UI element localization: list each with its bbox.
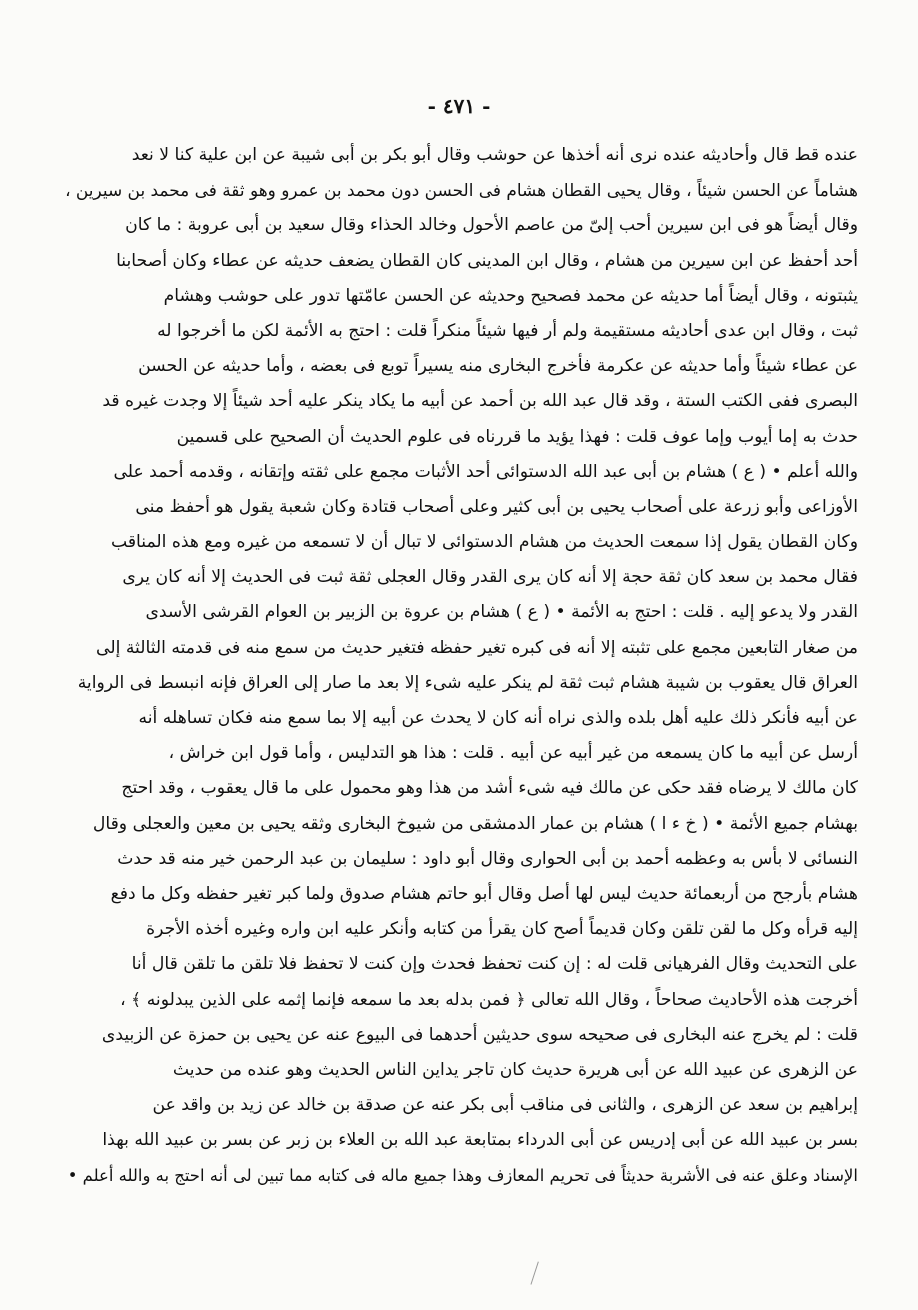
text-line: بهشام جميع الأئمة • ( خ ء ا ) هشام بن عمار الدمشقى من شيوخ البخارى وثقه يحيى بن معين والعجلى وقال	[92, 813, 858, 834]
text-line: قلت : لم يخرج عنه البخارى فى صحيحه سوى حديثين أحدهما فى البيوع عنه عن يحيى بن حمزة عن الزبيدى	[101, 1024, 858, 1045]
text-line: القدر ولا يدعو إليه . قلت : احتج به الأئمة • ( ع ) هشام بن عروة بن الزبير بن العوام القرشى الأسدى	[145, 602, 858, 623]
text-line: هشام بأرجح من أربعمائة حديث ليس لها أصل وقال أبو حاتم هشام صدوق ولما كبر تغير حفظه وكل ما دفع	[110, 883, 858, 904]
text-line: أخرجت هذه الأحاديث صحاحاً ، وقال الله تعالى ﴿ فمن بدله بعد ما سمعه فإنما إثمه على الذين يبدلونه ﴾ ،	[120, 989, 858, 1010]
text-line: العراق قال يعقوب بن شيبة هشام ثبت ثقة لم ينكر عليه شىء إلا بعد ما صار إلى العراق فإنه انبسط فى الرواية	[77, 672, 858, 693]
text-line: كان مالك لا يرضاه فقد حكى عن مالك فيه شىء أشد من هذا وهو محمول على ما قال يعقوب ، وقد احتج	[121, 778, 858, 799]
text-line: ثبت ، وقال ابن عدى أحاديثه مستقيمة ولم أر فيها شيئاً منكراً قلت : احتج به الأئمة لكن ما أخرجوا له	[157, 320, 858, 341]
text-line: الإسناد وعلق عنه فى الأشربة حديثاً فى تحريم المعازف وهذا جميع ماله فى كتابه مما تبين لى أنه احتج به والله أعلم •	[67, 1166, 858, 1186]
text-line: فقال محمد بن سعد كان ثقة حجة إلا أنه كان يرى القدر وقال العجلى ثقة ثبت فى الحديث إلا أنه كان يرى	[122, 567, 858, 588]
text-line: والله أعلم • ( ع ) هشام بن أبى عبد الله الدستوائى أحد الأثبات مجمع على ثقته وإتقانه ، وقدمه أحمد على	[113, 461, 858, 482]
text-line: الأوزاعى وأبو زرعة على أصحاب يحيى بن أبى كثير وعلى أصحاب قتادة وكان شعبة يقول هو أحفظ منى	[135, 496, 858, 517]
text-line: من صغار التابعين مجمع على تثبته إلا أنه فى كبره تغير حفظه فتغير حديث من سمع منه فى قدمته الثالثة إلى	[96, 637, 858, 658]
text-line: عن عطاء شيئاً وأما حديثه عن عكرمة فأخرج البخارى منه يسيراً توبع فى بعضه ، وأما حديثه عن الحسن	[138, 356, 858, 377]
text-line: بسر بن عبيد الله عن أبى إدريس عن أبى الدرداء بمتابعة عبد الله بن العلاء بن زبر عن بسر بن عبيد الله بهذا	[102, 1130, 858, 1151]
text-line: وقال أيضاً هو فى ابن سيرين أحب إلىّ من عاصم الأحول وخالد الحذاء وقال سعيد بن أبى عروبة : ما كان	[125, 215, 858, 236]
page-number: - ٤٧١ -	[427, 94, 491, 118]
text-line: النسائى لا بأس به وعظمه أحمد بن أبى الحوارى وقال أبو داود : سليمان بن عبد الرحمن خير منه قد حدث	[117, 848, 858, 869]
text-line: أرسل عن أبيه ما كان يسمعه من غير أبيه عن أبيه . قلت : هذا هو التدليس ، وأما قول ابن خراش ،	[168, 743, 858, 764]
text-line: عن أبيه فأنكر ذلك عليه أهل بلده والذى نراه أنه كان لا يحدث عن أبيه إلا بما سمع منه فكان تساهله أنه	[138, 708, 858, 728]
text-line: حدث به إما أيوب وإما عوف قلت : فهذا يؤيد ما قررناه فى علوم الحديث أن الصحيح على قسمين	[176, 426, 858, 447]
text-line: عن الزهرى عن عبيد الله عن أبى هريرة حديث كان تاجر يداين الناس الحديث وهو عنده من حديث	[172, 1059, 858, 1080]
text-line: على التحديث وقال الفرهيانى قلت له : إن كنت تحفظ فحدث وإن كنت لا تحفظ فلا تلقن ما تلقن قال أنا	[131, 954, 858, 975]
body-text	[60, 138, 858, 1194]
text-line: إبراهيم بن سعد عن الزهرى ، والثانى فى مناقب أبى بكر عنه عن صدقة بن خالد عن زيد بن واقد عن	[152, 1095, 858, 1116]
text-line: أحد أحفظ عن ابن سيرين من هشام ، وقال ابن المدينى كان القطان يضعف حديثه عن عطاء وكان أصحابنا	[116, 250, 858, 271]
text-line: البصرى ففى الكتب الستة ، وقد قال عبد الله بن أحمد عن أبيه ما يكاد ينكر عليه أحد شيئاً إلا وجدت غيره قد	[102, 391, 858, 412]
text-line: هشاماً عن الحسن شيئاً ، وقال يحيى القطان هشام فى الحسن دون محمد بن عمرو وهو ثقة فى محمد بن سيرين ،	[65, 180, 858, 201]
text-line: عنده قط قال وأحاديثه عنده نرى أنه أخذها عن حوشب وقال أبو بكر بن أبى شيبة عن ابن علية كنا لا نعد	[131, 145, 858, 165]
text-line: يثبتونه ، وقال أيضاً أما حديثه عن محمد فصحيح وحديثه عن الحسن عامّتها تدور على حوشب وهشام	[163, 285, 858, 306]
text-line: وكان القطان يقول إذا سمعت الحديث من هشام الدستوائى لا تبال أن لا تسمعه من غيره ومع هذه المناقب	[110, 532, 858, 553]
text-line: إليه قرأه وكل ما لقن تلقن وكان قديماً أصح كان يقرأ من كتابه وأنكر عليه ابن واره وغيره أخذه الأجرة	[146, 919, 858, 940]
